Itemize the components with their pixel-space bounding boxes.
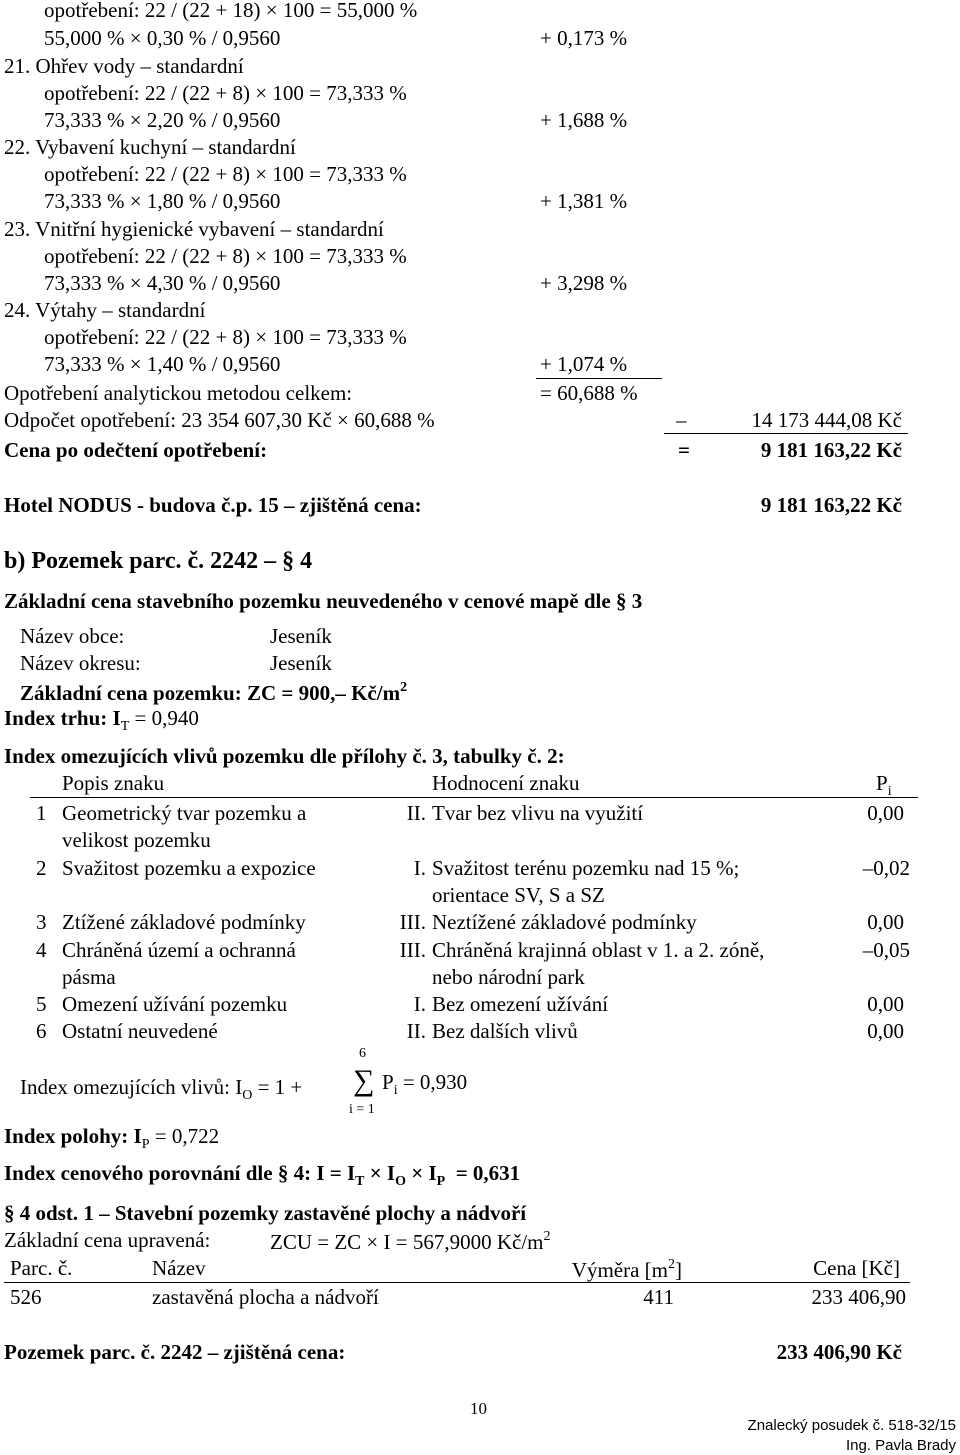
item-24-calc: 73,333 % × 1,40 % / 0,9560 bbox=[44, 352, 281, 376]
limiting-influences-heading: Index omezujících vlivů pozemku dle přílohy č. 3, tabulky č. 2: bbox=[4, 744, 565, 768]
table-row-3-popis: Ztížené základové podmínky bbox=[62, 910, 306, 934]
limiting-index-formula bbox=[20, 1077, 302, 1103]
base-price-unit-sup: 2 bbox=[400, 680, 408, 695]
adjusted-price-value bbox=[270, 1230, 551, 1253]
item-24-value: + 1,074 % bbox=[540, 352, 628, 376]
position-index-line bbox=[4, 1126, 219, 1152]
base-price-heading: Základní cena stavebního pozemku neuvedeného v cenové mapě dle § 3 bbox=[4, 589, 643, 613]
sum-term-p: P bbox=[382, 1070, 394, 1094]
okres-value: Jeseník bbox=[270, 651, 332, 675]
comparison-index-times-o: × I bbox=[369, 1161, 396, 1185]
table-row-2-popis: Svažitost pozemku a expozice bbox=[62, 856, 316, 880]
base-price-label: Základní cena pozemku: ZC = 900,– Kč/m bbox=[20, 681, 401, 705]
limiting-index-label: Index omezujících vlivů: I bbox=[20, 1075, 243, 1099]
table-row-2-roman: I. bbox=[413, 856, 426, 880]
table-row-4-roman: III. bbox=[399, 938, 426, 962]
parcel-row-number: 526 bbox=[10, 1285, 42, 1309]
obec-label: Název obce: bbox=[20, 624, 125, 648]
col-header-p-label: P bbox=[876, 771, 888, 795]
limiting-index-value: = 0,930 bbox=[402, 1070, 468, 1094]
item-22-wear: opotřebení: 22 / (22 + 8) × 100 = 73,333 % bbox=[44, 162, 407, 186]
parcel-header-area-label: Výměra [m bbox=[571, 1258, 668, 1282]
parcel-header-number: Parc. č. bbox=[10, 1256, 73, 1280]
table-header-line bbox=[30, 797, 918, 798]
table-row-6-popis: Ostatní neuvedené bbox=[62, 1019, 218, 1043]
table-row-2-hodnoceni: Svažitost terénu pozemku nad 15 %; bbox=[432, 856, 740, 880]
sum-lower-limit: i = 1 bbox=[349, 1102, 375, 1117]
base-price-line bbox=[20, 681, 407, 704]
table-row-1-hodnoceni: Tvar bez vlivu na využití bbox=[432, 801, 644, 825]
item-21-title: 21. Ohřev vody – standardní bbox=[4, 54, 244, 78]
table-row-6-number: 6 bbox=[36, 1019, 47, 1043]
footer-author: Ing. Pavla Brady bbox=[845, 1437, 956, 1454]
final-price-value: 233 406,90 Kč bbox=[776, 1340, 902, 1364]
price-after-wear-label: Cena po odečtení opotřebení: bbox=[4, 438, 268, 462]
table-row-4-p: –0,05 bbox=[862, 938, 910, 962]
deduction-label: Odpočet opotřebení: 23 354 607,30 Kč × 60,688 % bbox=[4, 408, 435, 432]
position-index-label: Index polohy: I bbox=[4, 1124, 142, 1148]
table-row-4-hodnoceni: Chráněná krajinná oblast v 1. a 2. zóně, bbox=[432, 938, 765, 962]
table-row-1-p: 0,00 bbox=[867, 801, 904, 825]
deduction-value: 14 173 444,08 Kč bbox=[751, 408, 902, 432]
item-23-calc: 73,333 % × 4,30 % / 0,9560 bbox=[44, 271, 281, 295]
table-row-4-popis-2: pásma bbox=[62, 965, 116, 989]
footer-report-number: Znalecký posudek č. 518-32/15 bbox=[747, 1417, 956, 1434]
table-row-6-roman: II. bbox=[406, 1019, 426, 1043]
sum-upper-limit: 6 bbox=[359, 1046, 366, 1061]
deduction-line bbox=[664, 433, 908, 434]
comparison-index-sub-o: O bbox=[395, 1174, 406, 1189]
parcel-row-name: zastavěná plocha a nádvoří bbox=[152, 1285, 379, 1309]
parcel-row-price: 233 406,90 bbox=[811, 1285, 906, 1309]
parcel-header-line bbox=[4, 1282, 910, 1283]
deduction-sign: – bbox=[676, 408, 687, 432]
top-value-2: + 0,173 % bbox=[540, 26, 628, 50]
col-header-p-sub: i bbox=[887, 784, 892, 799]
parcel-header-area-bracket: ] bbox=[675, 1258, 682, 1282]
table-row-2-hodnoceni-2: orientace SV, S a SZ bbox=[432, 883, 605, 907]
price-after-wear-value: 9 181 163,22 Kč bbox=[760, 438, 902, 462]
hotel-price-label: Hotel NODUS - budova č.p. 15 – zjištěná cena: bbox=[4, 493, 422, 517]
parcel-header-name: Název bbox=[152, 1256, 206, 1280]
adjusted-price-label: Základní cena upravená: bbox=[4, 1228, 211, 1252]
table-row-4-number: 4 bbox=[36, 938, 47, 962]
comparison-index-line bbox=[4, 1163, 520, 1189]
table-row-5-popis: Omezení užívání pozemku bbox=[62, 992, 288, 1016]
parcel-header-area bbox=[572, 1258, 682, 1281]
analytic-total-value: = 60,688 % bbox=[540, 381, 638, 405]
position-index-sub: P bbox=[141, 1137, 150, 1152]
sum-symbol: ∑ bbox=[353, 1064, 375, 1097]
land-heading: b) Pozemek parc. č. 2242 – § 4 bbox=[4, 548, 313, 574]
item-22-calc: 73,333 % × 1,80 % / 0,9560 bbox=[44, 189, 281, 213]
comparison-index-label: Index cenového porovnání dle § 4: I = I bbox=[4, 1161, 356, 1185]
table-row-3-number: 3 bbox=[36, 910, 47, 934]
page-number: 10 bbox=[470, 1399, 487, 1418]
comparison-index-value: = 0,631 bbox=[455, 1161, 521, 1185]
adjusted-price-formula: ZCU = ZC × I = 567,9000 Kč/m bbox=[270, 1230, 544, 1254]
market-index-value: = 0,940 bbox=[134, 706, 199, 730]
market-index-sub: T bbox=[120, 719, 130, 734]
table-row-1-popis: Geometrický tvar pozemku a bbox=[62, 801, 307, 825]
adjusted-price-sup: 2 bbox=[543, 1229, 551, 1244]
comparison-index-times-p: × I bbox=[411, 1161, 437, 1185]
table-row-3-hodnoceni: Neztížené základové podmínky bbox=[432, 910, 697, 934]
table-row-5-p: 0,00 bbox=[867, 992, 904, 1016]
table-row-1-roman: II. bbox=[406, 801, 426, 825]
item-22-title: 22. Vybavení kuchyní – standardní bbox=[4, 135, 296, 159]
section-heading: § 4 odst. 1 – Stavební pozemky zastavěné plochy a nádvoří bbox=[4, 1201, 527, 1225]
top-line-1: opotřebení: 22 / (22 + 18) × 100 = 55,000 % bbox=[44, 0, 418, 22]
item-24-wear: opotřebení: 22 / (22 + 8) × 100 = 73,333 % bbox=[44, 325, 407, 349]
item-22-value: + 1,381 % bbox=[540, 189, 628, 213]
market-index-line bbox=[4, 708, 199, 734]
parcel-header-price: Cena [Kč] bbox=[813, 1256, 900, 1280]
table-row-4-hodnoceni-2: nebo národní park bbox=[432, 965, 585, 989]
top-line-2: 55,000 % × 0,30 % / 0,9560 bbox=[44, 26, 281, 50]
sum-term bbox=[382, 1072, 467, 1098]
table-row-4-popis: Chráněná území a ochranná bbox=[62, 938, 296, 962]
item-21-calc: 73,333 % × 2,20 % / 0,9560 bbox=[44, 108, 281, 132]
item-23-value: + 3,298 % bbox=[540, 271, 628, 295]
table-row-3-roman: III. bbox=[399, 910, 426, 934]
market-index-label: Index trhu: I bbox=[4, 706, 121, 730]
item-24-title: 24. Výtahy – standardní bbox=[4, 298, 206, 322]
table-row-2-number: 2 bbox=[36, 856, 47, 880]
price-after-wear-sign: = bbox=[678, 438, 690, 462]
table-row-5-hodnoceni: Bez omezení užívání bbox=[432, 992, 609, 1016]
table-row-6-hodnoceni: Bez dalších vlivů bbox=[432, 1019, 578, 1043]
sum-line bbox=[536, 378, 662, 379]
limiting-index-plus: = 1 + bbox=[257, 1075, 303, 1099]
comparison-index-sub-p: P bbox=[436, 1174, 446, 1189]
limiting-index-sub: O bbox=[242, 1088, 253, 1103]
hotel-price-value: 9 181 163,22 Kč bbox=[760, 493, 902, 517]
col-header-p bbox=[876, 773, 892, 799]
table-row-5-roman: I. bbox=[413, 992, 426, 1016]
table-row-1-number: 1 bbox=[36, 801, 47, 825]
parcel-row-area: 411 bbox=[643, 1285, 674, 1309]
table-row-5-number: 5 bbox=[36, 992, 47, 1016]
final-price-label: Pozemek parc. č. 2242 – zjištěná cena: bbox=[4, 1340, 346, 1364]
analytic-total-label: Opotřebení analytickou metodou celkem: bbox=[4, 381, 353, 405]
table-row-6-p: 0,00 bbox=[867, 1019, 904, 1043]
item-21-wear: opotřebení: 22 / (22 + 8) × 100 = 73,333 % bbox=[44, 81, 407, 105]
parcel-header-area-sup: 2 bbox=[668, 1257, 675, 1272]
sum-term-sub: i bbox=[393, 1083, 398, 1098]
table-row-3-p: 0,00 bbox=[867, 910, 904, 934]
okres-label: Název okresu: bbox=[20, 651, 141, 675]
col-header-popis: Popis znaku bbox=[62, 771, 165, 795]
comparison-index-sub-t: T bbox=[355, 1174, 365, 1189]
item-21-value: + 1,688 % bbox=[540, 108, 628, 132]
position-index-value: = 0,722 bbox=[154, 1124, 220, 1148]
item-23-title: 23. Vnitřní hygienické vybavení – standardní bbox=[4, 217, 384, 241]
obec-value: Jeseník bbox=[270, 624, 332, 648]
col-header-hodnoceni: Hodnocení znaku bbox=[432, 771, 580, 795]
table-row-2-p: –0,02 bbox=[862, 856, 910, 880]
item-23-wear: opotřebení: 22 / (22 + 8) × 100 = 73,333 % bbox=[44, 244, 407, 268]
table-row-1-popis-2: velikost pozemku bbox=[62, 828, 211, 852]
